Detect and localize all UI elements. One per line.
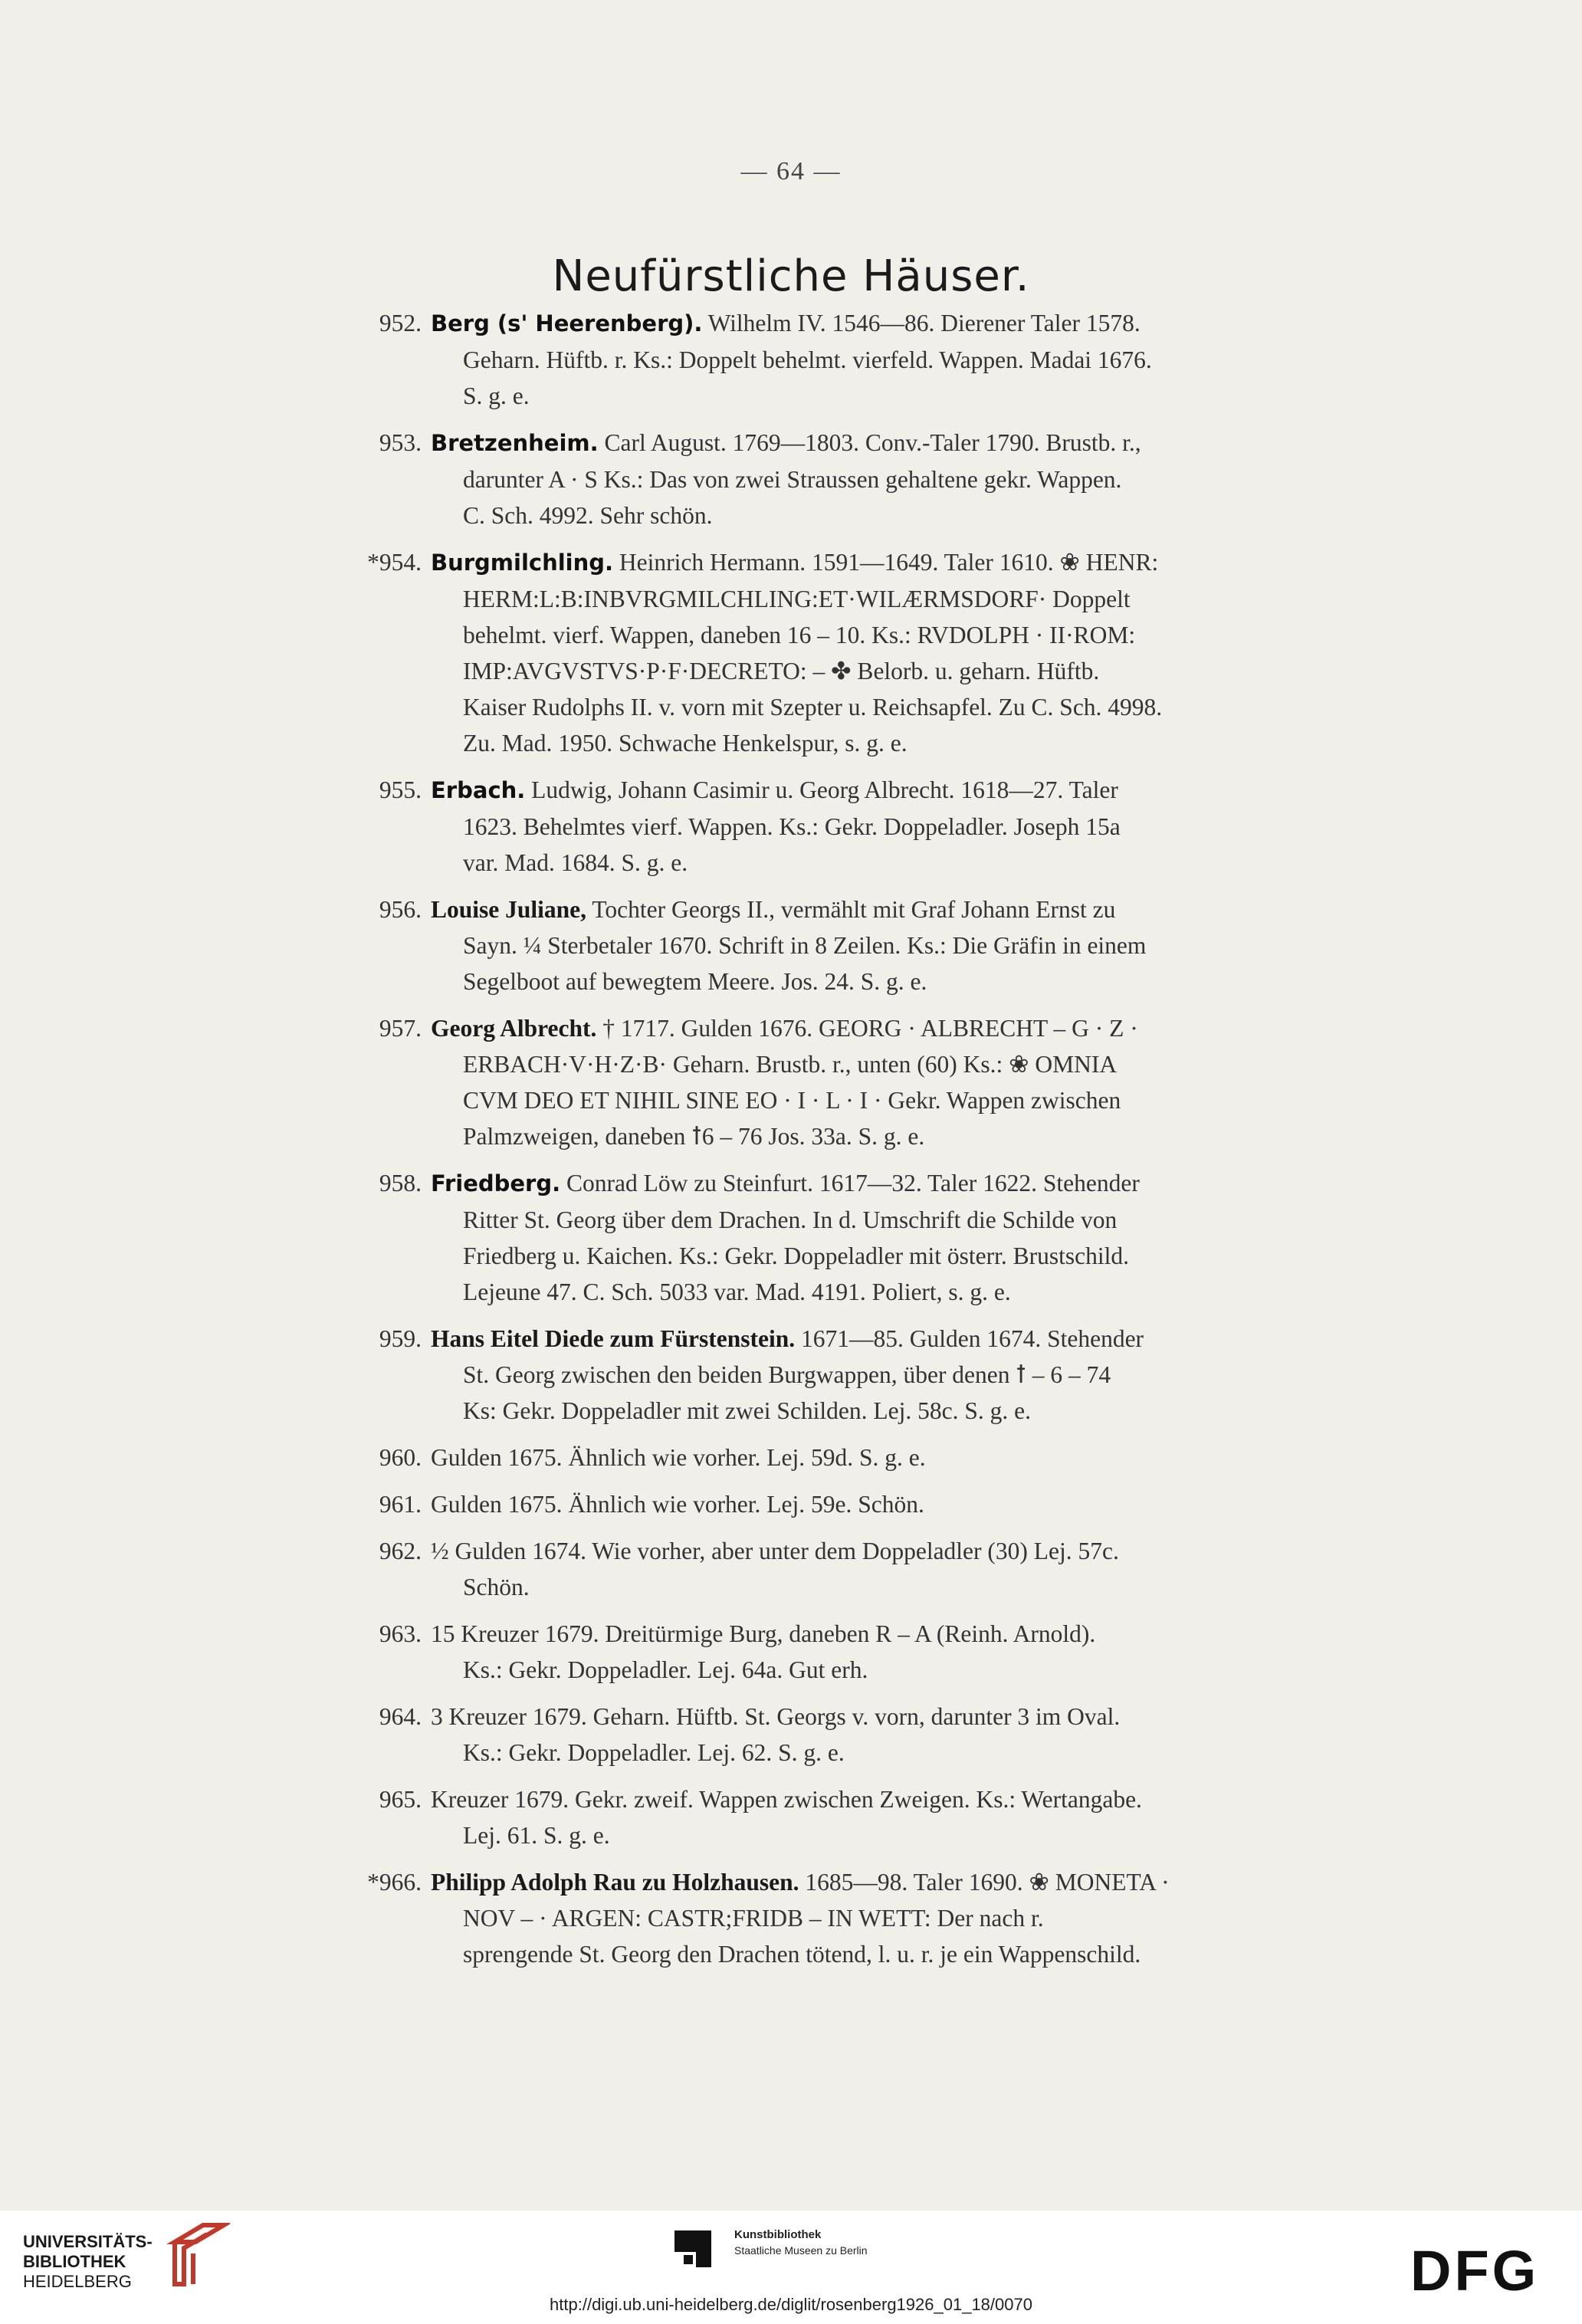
entry-text — [431, 1616, 1380, 1688]
entry-first-line — [431, 1781, 1380, 1817]
entry-continuation-line: var. Mad. 1684. S. g. e. — [463, 849, 688, 876]
ub-line-2: BIBLIOTHEK — [23, 2252, 126, 2271]
entry-number: 957. — [379, 1015, 422, 1042]
entry-first-line — [431, 1699, 1380, 1735]
dfg-logo[interactable]: DFG — [1410, 2239, 1540, 2303]
entry-first-line-text: Kreuzer 1679. Gekr. zweif. Wappen zwischen Zweigen. Ks.: Wertangabe. — [431, 1786, 1142, 1813]
entry-first-line-text: † 1717. Gulden 1676. GEORG · ALBRECHT – G · Z · — [596, 1015, 1138, 1042]
entry-first-line — [431, 1165, 1380, 1202]
page-title: Neufürstliche Häuser. — [552, 251, 1030, 301]
entry-number: *966. — [367, 1869, 422, 1896]
entry-heading: Georg Albrecht. — [431, 1015, 597, 1042]
entry-first-line — [431, 1864, 1380, 1900]
entry-number: 960. — [379, 1444, 422, 1471]
entry-first-line-text: ½ Gulden 1674. Wie vorher, aber unter dem Doppeladler (30) Lej. 57c. — [431, 1538, 1119, 1564]
entry-number: 961. — [379, 1491, 422, 1518]
entry-first-line-text: Wilhelm IV. 1546—86. Dierener Taler 1578. — [702, 310, 1141, 336]
entry-text — [431, 1533, 1380, 1605]
entry-continuation-line: Ks: Gekr. Doppeladler mit zwei Schilden. Lej. 58c. S. g. e. — [463, 1397, 1031, 1424]
ub-line-3: HEIDELBERG — [23, 2272, 132, 2291]
entry-text — [431, 891, 1380, 1000]
entry-number: 965. — [379, 1786, 422, 1813]
ub-heidelberg-logo-text[interactable] — [23, 2232, 169, 2292]
entry-number: 962. — [379, 1538, 422, 1564]
kunstbibliothek-logo-icon — [673, 2229, 713, 2269]
catalog-entry — [307, 891, 1380, 1000]
entry-number: 963. — [379, 1620, 422, 1647]
entry-first-line — [431, 1439, 1380, 1475]
entry-continuation-line: IMP:AVGVSTVS·P·F·DECRETO: – ✤ Belorb. u. geharn. Hüftb. — [463, 658, 1100, 684]
entry-first-line-text: Carl August. 1769—1803. Conv.-Taler 1790. Brustb. r., — [598, 429, 1141, 456]
catalog-entry — [307, 544, 1380, 761]
catalog-entry — [307, 1864, 1380, 1972]
entry-first-line-text: Gulden 1675. Ähnlich wie vorher. Lej. 59e. Schön. — [431, 1491, 924, 1518]
entry-continuation-line: St. Georg zwischen den beiden Burgwappen, über denen ꝉ – 6 – 74 — [463, 1361, 1111, 1388]
entry-first-line — [431, 1533, 1380, 1569]
entry-first-line — [431, 772, 1380, 809]
entry-text — [431, 1010, 1380, 1154]
footer-url-link[interactable]: http://digi.ub.uni-heidelberg.de/diglit/rosenberg1926_01_18/0070 — [550, 2295, 1032, 2314]
entry-heading: Berg (s' Heerenberg). — [431, 310, 703, 336]
catalog-entry — [307, 1616, 1380, 1688]
catalog-entry — [307, 305, 1380, 414]
entry-continuation-line: Geharn. Hüftb. r. Ks.: Doppelt behelmt. vierfeld. Wappen. Madai 1676. — [463, 346, 1152, 373]
entry-continuation-line: darunter A · S Ks.: Das von zwei Straussen gehaltene gekr. Wappen. — [463, 466, 1122, 493]
entry-continuation-line: Lejeune 47. C. Sch. 5033 var. Mad. 4191. Poliert, s. g. e. — [463, 1279, 1011, 1305]
entry-text — [431, 1781, 1380, 1853]
entry-number: 952. — [379, 310, 422, 336]
catalog-entry — [307, 1699, 1380, 1771]
entry-first-line — [431, 425, 1380, 461]
kunstbibliothek-logo-text[interactable] — [734, 2227, 868, 2258]
entry-first-line-text: 1685—98. Taler 1690. ❀ MONETA · — [799, 1869, 1170, 1896]
entry-text — [431, 1699, 1380, 1771]
entry-continuation-line: Kaiser Rudolphs II. v. vorn mit Szepter u. Reichsapfel. Zu C. Sch. 4998. — [463, 694, 1163, 721]
entry-text — [431, 1439, 1380, 1475]
catalog-entry — [307, 772, 1380, 881]
entry-continuation-line: CVM DEO ET NIHIL SINE EO · I · L · I · Gekr. Wappen zwischen — [463, 1087, 1121, 1114]
entry-first-line-text: Gulden 1675. Ähnlich wie vorher. Lej. 59d. S. g. e. — [431, 1444, 926, 1471]
entry-continuation-line: ERBACH·V·H·Z·B· Geharn. Brustb. r., unten (60) Ks.: ❀ OMNIA — [463, 1051, 1118, 1078]
entry-first-line-text: 15 Kreuzer 1679. Dreitürmige Burg, daneben R – A (Reinh. Arnold). — [431, 1620, 1096, 1647]
entry-continuation-line: Sayn. ¼ Sterbetaler 1670. Schrift in 8 Zeilen. Ks.: Die Gräfin in einem — [463, 932, 1147, 959]
entry-heading: Friedberg. — [431, 1170, 561, 1196]
entry-text — [431, 1321, 1380, 1429]
entry-continuation-line: Zu. Mad. 1950. Schwache Henkelspur, s. g. e. — [463, 730, 908, 757]
entry-first-line — [431, 305, 1380, 342]
ub-heidelberg-logo-icon — [161, 2219, 230, 2288]
catalog-entries — [307, 305, 1380, 1983]
catalog-entry — [307, 1486, 1380, 1522]
entry-text — [431, 1486, 1380, 1522]
entry-continuation-line: Palmzweigen, daneben ꝉ6 – 76 Jos. 33a. S. g. e. — [463, 1123, 925, 1150]
entry-first-line-text: 1671—85. Gulden 1674. Stehender — [795, 1325, 1144, 1352]
catalog-entry — [307, 1533, 1380, 1605]
entry-heading: Burgmilchling. — [431, 550, 614, 576]
entry-heading: Erbach. — [431, 777, 526, 803]
entry-number: 959. — [379, 1325, 422, 1352]
entry-text — [431, 305, 1380, 414]
entry-first-line-text: Tochter Georgs II., vermählt mit Graf Johann Ernst zu — [586, 896, 1116, 923]
entry-first-line — [431, 891, 1380, 927]
entry-number: 953. — [379, 429, 422, 456]
entry-first-line — [431, 544, 1380, 581]
entry-first-line — [431, 1321, 1380, 1357]
entry-heading: Philipp Adolph Rau zu Holzhausen. — [431, 1869, 799, 1896]
entry-first-line — [431, 1486, 1380, 1522]
entry-continuation-line: Lej. 61. S. g. e. — [463, 1822, 610, 1849]
entry-continuation-line: sprengende St. Georg den Drachen tötend, l. u. r. je ein Wappenschild. — [463, 1941, 1141, 1968]
catalog-entry — [307, 1321, 1380, 1429]
entry-text — [431, 544, 1380, 761]
entry-first-line — [431, 1010, 1380, 1046]
entry-number: 958. — [379, 1170, 422, 1196]
entry-heading: Hans Eitel Diede zum Fürstenstein. — [431, 1325, 796, 1352]
entry-continuation-line: HERM:L:B:INBVRGMILCHLING:ET·WILÆRMSDORF· Doppelt — [463, 586, 1131, 612]
entry-first-line-text: 3 Kreuzer 1679. Geharn. Hüftb. St. Georgs v. vorn, darunter 3 im Oval. — [431, 1703, 1121, 1730]
page-number: — 64 — — [740, 157, 842, 185]
entry-text — [431, 425, 1380, 533]
entry-continuation-line: Ks.: Gekr. Doppeladler. Lej. 64a. Gut erh. — [463, 1656, 868, 1683]
entry-continuation-line: C. Sch. 4992. Sehr schön. — [463, 502, 713, 529]
entry-first-line-text: Conrad Löw zu Steinfurt. 1617—32. Taler 1622. Stehender — [560, 1170, 1140, 1196]
entry-continuation-line: NOV – · ARGEN: CASTR;FRIDB – IN WETT: Der nach r. — [463, 1905, 1044, 1932]
entry-text — [431, 1864, 1380, 1972]
catalog-entry — [307, 1010, 1380, 1154]
entry-continuation-line: Segelboot auf bewegtem Meere. Jos. 24. S. g. e. — [463, 968, 927, 995]
entry-heading: Bretzenheim. — [431, 430, 599, 456]
entry-continuation-line: Friedberg u. Kaichen. Ks.: Gekr. Doppeladler mit österr. Brustschild. — [463, 1242, 1130, 1269]
entry-continuation-line: Schön. — [463, 1574, 530, 1600]
entry-continuation-line: S. g. e. — [463, 382, 530, 409]
entry-continuation-line: Ritter St. Georg über dem Drachen. In d. Umschrift die Schilde von — [463, 1206, 1118, 1233]
entry-number: *954. — [367, 549, 422, 576]
entry-continuation-line: behelmt. vierf. Wappen, daneben 16 – 10. Ks.: RVDOLPH · II·ROM: — [463, 622, 1136, 648]
entry-continuation-line: 1623. Behelmtes vierf. Wappen. Ks.: Gekr. Doppeladler. Joseph 15a — [463, 813, 1121, 840]
entry-text — [431, 1165, 1380, 1310]
ub-line-1: UNIVERSITÄTS- — [23, 2232, 153, 2251]
entry-heading: Louise Juliane, — [431, 896, 587, 923]
catalog-entry — [307, 425, 1380, 533]
catalog-entry — [307, 1439, 1380, 1475]
entry-first-line — [431, 1616, 1380, 1652]
entry-text — [431, 772, 1380, 881]
entry-number: 955. — [379, 776, 422, 803]
entry-continuation-line: Ks.: Gekr. Doppeladler. Lej. 62. S. g. e. — [463, 1739, 845, 1766]
catalog-entry — [307, 1781, 1380, 1853]
entry-number: 964. — [379, 1703, 422, 1730]
catalog-entry — [307, 1165, 1380, 1310]
entry-first-line-text: Heinrich Hermann. 1591—1649. Taler 1610. ❀ HENR: — [613, 549, 1159, 576]
kb-title: Kunstbibliothek — [734, 2228, 822, 2241]
entry-first-line-text: Ludwig, Johann Casimir u. Georg Albrecht. 1618—27. Taler — [525, 776, 1118, 803]
kb-subtitle: Staatliche Museen zu Berlin — [734, 2244, 868, 2257]
entry-number: 956. — [379, 896, 422, 923]
